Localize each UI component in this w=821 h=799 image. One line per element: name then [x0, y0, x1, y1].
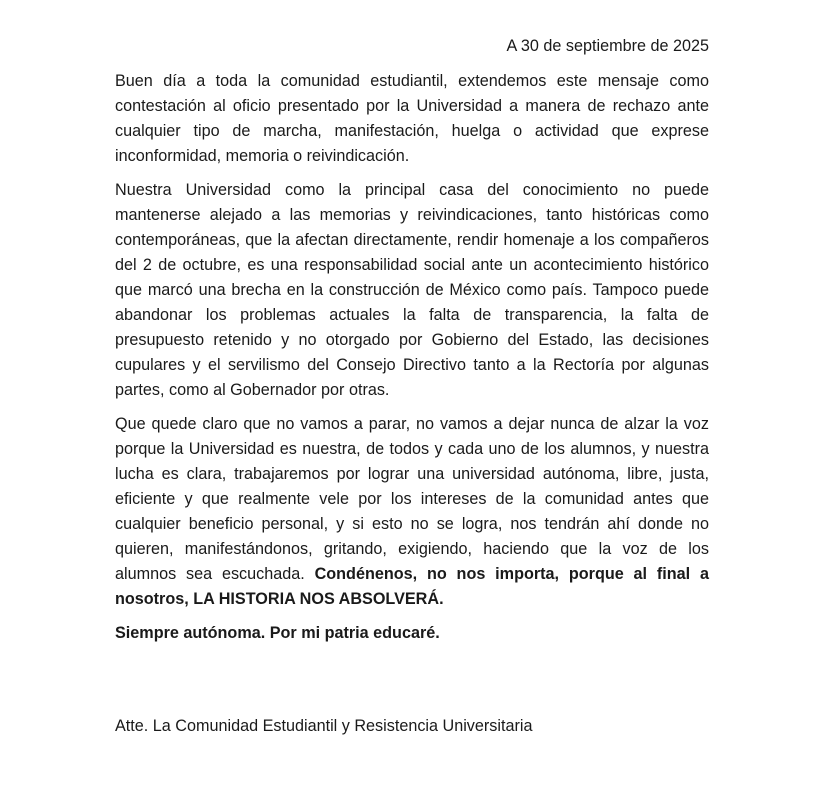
- paragraph-1: Buen día a toda la comunidad estudiantil, extendemos este mensaje como contestación al oficio presentado por la Universidad a manera de rechazo ante cualquier tipo de marcha, manifestación, huelga o actividad que exprese inconformidad, memoria o reivindicación.: [115, 72, 709, 165]
- letter-body: [115, 34, 709, 646]
- signature: Atte. La Comunidad Estudiantil y Resistencia Universitaria: [115, 717, 533, 735]
- paragraph-3: [115, 412, 709, 612]
- paragraph-3-bold-statement: Condénenos, no nos importa, porque al final a nosotros, LA HISTORIA NOS ABSOLVERÁ.: [115, 565, 709, 608]
- paragraph-3-text: Que quede claro que no vamos a parar, no vamos a dejar nunca de alzar la voz porque la Universidad es nuestra, de todos y cada uno de los alumnos, y nuestra lucha es clara, trabajaremos por lograr una universidad autónoma, libre, justa, eficiente y que realmente vele por los intereses de la comunidad antes que cualquier beneficio personal, y si esto no se logra, nos tendrán ahí donde no quieren, manifestándonos, gritando, exigiendo, haciendo que la voz de los alumnos sea escuchada.: [115, 415, 709, 583]
- paragraph-2: Nuestra Universidad como la principal casa del conocimiento no puede mantenerse alejado a las memorias y reivindicaciones, tanto históricas como contemporáneas, que la afectan directamente, rendir homenaje a los compañeros del 2 de octubre, es una responsabilidad social ante un acontecimiento histórico que marcó una brecha en la construcción de México como país. Tampoco puede abandonar los problemas actuales la falta de transparencia, la falta de presupuesto retenido y no otorgado por Gobierno del Estado, las decisiones cupulares y el servilismo del Consejo Directivo tanto a la Rectoría por algunas partes, como al Gobernador por otras.: [115, 181, 709, 399]
- letter-date: A 30 de septiembre de 2025: [506, 37, 709, 55]
- motto: Siempre autónoma. Por mi patria educaré.: [115, 624, 440, 642]
